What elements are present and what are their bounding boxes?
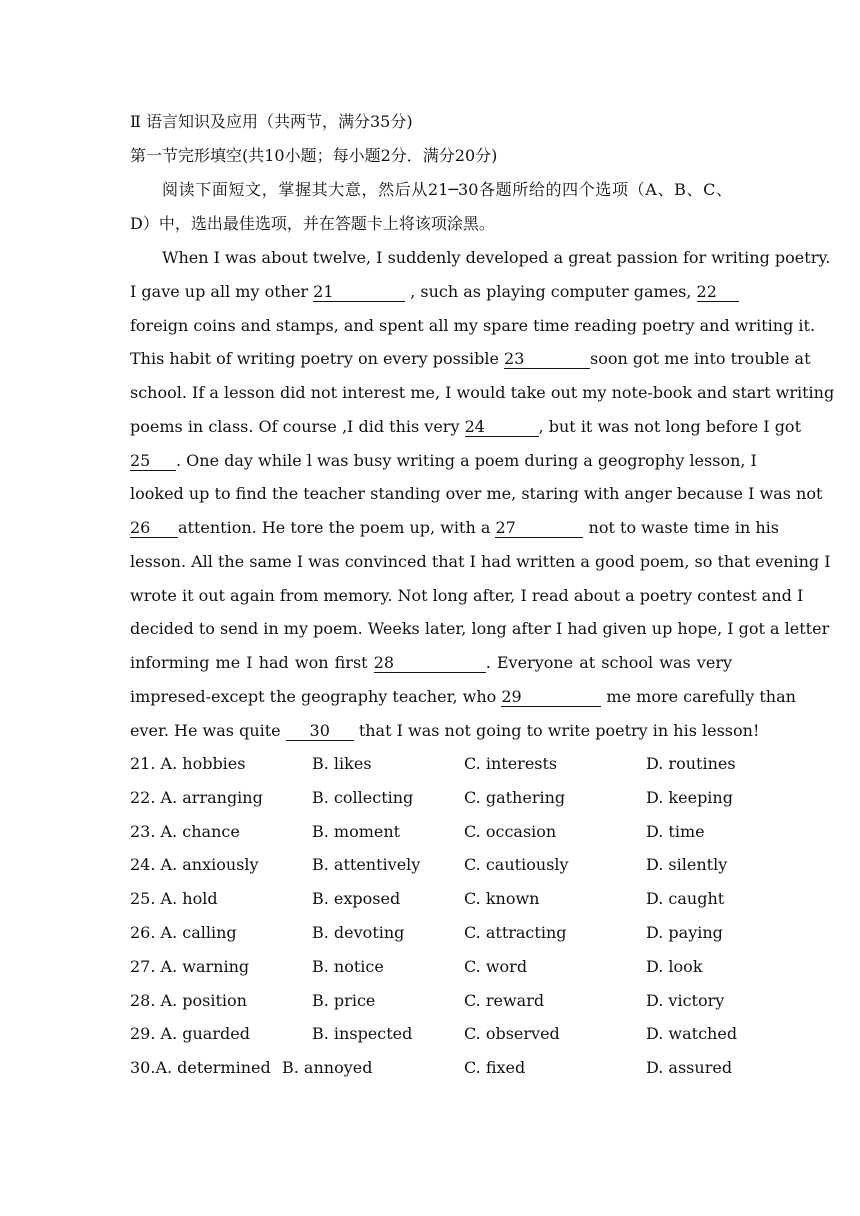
passage-text: looked up to find the teacher standing over me, staring with anger because I was not (130, 484, 823, 504)
option-27-B: B. notice (312, 956, 384, 976)
option-26-A: 26. A. calling (130, 923, 237, 942)
option-26-C: C. attracting (464, 923, 567, 942)
passage-text: , such as playing computer games, (405, 281, 697, 301)
passage-text: foreign coins and stamps, and spent all my spare time reading poetry and writing it. (130, 315, 816, 335)
option-30-D: D. assured (646, 1058, 733, 1078)
passage-text: This habit of writing poetry on every possible (130, 349, 505, 369)
option-25-D: D. caught (646, 889, 725, 909)
passage-line (130, 280, 732, 304)
option-27-C: C. word (464, 956, 528, 976)
blank-24: 24 (465, 417, 539, 437)
option-24-A: 24. A. anxiously (130, 855, 259, 875)
passage-text: lesson. All the same I was convinced that I had written a good poem, so that evening I (130, 551, 831, 571)
passage-text: . One day while l was busy writing a poem during a geogrophy lesson, I (176, 450, 757, 470)
passage-text: impresed-except the geography teacher, who (130, 686, 502, 706)
option-30-C: C. fixed (464, 1058, 526, 1078)
passage-text: attention. He tore the poem up, with a (178, 518, 496, 537)
option-23-D: D. time (646, 821, 705, 841)
option-29-C: C. observed (464, 1024, 560, 1044)
passage-text: me more carefully than (601, 686, 796, 706)
passage-line (130, 482, 823, 506)
passage-line (130, 415, 801, 439)
option-24-D: D. silently (646, 855, 728, 875)
passage-text: not to waste time in his (583, 518, 779, 537)
passage-text: informing me I had won first (130, 653, 374, 672)
passage-text: decided to send in my poem. Weeks later, long after I had given up hope, I got a letter (130, 619, 830, 639)
passage-line (130, 449, 757, 473)
blank-28: 28 (374, 653, 486, 673)
option-21-D: D. routines (646, 754, 736, 773)
blank-27: 27 (495, 518, 583, 538)
blank-29: 29 (501, 687, 601, 707)
passage-text: poems in class. Of course ,I did this very (130, 416, 465, 436)
passage-text: . Everyone at school was very (485, 653, 733, 672)
passage-text: that I was not going to write poetry in his lesson! (353, 720, 760, 740)
option-28-C: C. reward (464, 990, 545, 1010)
option-28-B: B. price (312, 990, 376, 1010)
passage-line (130, 584, 804, 608)
option-28-A: 28. A. position (130, 990, 247, 1010)
blank-22: 22 (697, 282, 739, 302)
passage-line (130, 347, 811, 371)
blank-23: 23 (504, 349, 590, 369)
instructions-line-2: D）中，选出最佳选项，并在答题卡上将该项涂黑。 (130, 214, 495, 233)
option-24-C: C. cautiously (464, 855, 569, 875)
section-title: Ⅱ 语言知识及应用（共两节，满分35分) (130, 112, 413, 131)
option-27-D: D. look (646, 956, 703, 976)
option-30-B: B. annoyed (282, 1058, 373, 1078)
option-27-A: 27. A. warning (130, 956, 250, 976)
part-title: 第一节完形填空(共10小题；每小题2分．满分20分) (130, 146, 498, 165)
option-29-B: B. inspected (312, 1024, 413, 1044)
instructions-line-1: 阅读下面短文，掌握其大意，然后从21─30各题所给的四个选项（A、B、C、 (162, 180, 732, 199)
option-22-C: C. gathering (464, 787, 566, 807)
blank-25: 25 (130, 451, 176, 471)
option-21-A: 21. A. hobbies (130, 754, 246, 773)
passage-text: school. If a lesson did not interest me, I would take out my note-book and start writing (130, 383, 835, 402)
option-25-B: B. exposed (312, 889, 401, 909)
option-23-B: B. moment (312, 821, 401, 841)
blank-26: 26 (130, 518, 178, 538)
passage-text: , but it was not long before I got (538, 416, 801, 436)
blank-30: 30 (286, 721, 354, 741)
option-23-C: C. occasion (464, 821, 557, 841)
option-25-C: C. known (464, 889, 540, 909)
option-25-A: 25. A. hold (130, 889, 218, 909)
passage-line (162, 246, 831, 270)
option-22-A: 22. A. arranging (130, 787, 263, 807)
passage-text: When I was about twelve, I suddenly developed a great passion for writing poetry. (162, 248, 831, 267)
passage-line (130, 719, 760, 743)
option-22-D: D. keeping (646, 787, 733, 807)
passage-text: soon got me into trouble at (590, 349, 811, 369)
option-26-D: D. paying (646, 923, 723, 942)
option-28-D: D. victory (646, 990, 725, 1010)
passage-line (130, 381, 835, 405)
passage-line (130, 617, 830, 641)
passage-line (130, 685, 796, 709)
passage-text: ever. He was quite (130, 720, 286, 740)
option-29-D: D. watched (646, 1024, 738, 1044)
passage-text: wrote it out again from memory. Not long after, I read about a poetry contest and I (130, 585, 804, 605)
option-26-B: B. devoting (312, 923, 405, 942)
option-23-A: 23. A. chance (130, 821, 240, 841)
passage-line (130, 314, 816, 338)
option-22-B: B. collecting (312, 787, 414, 807)
blank-21: 21 (313, 282, 405, 302)
passage-line (130, 516, 779, 540)
option-24-B: B. attentively (312, 855, 421, 875)
option-30-A: 30.A. determined (130, 1058, 271, 1078)
option-29-A: 29. A. guarded (130, 1024, 250, 1044)
passage-text: I gave up all my other (130, 281, 314, 301)
passage-line (130, 651, 732, 675)
passage-line (130, 550, 831, 574)
option-21-C: C. interests (464, 754, 558, 773)
option-21-B: B. likes (312, 754, 372, 773)
